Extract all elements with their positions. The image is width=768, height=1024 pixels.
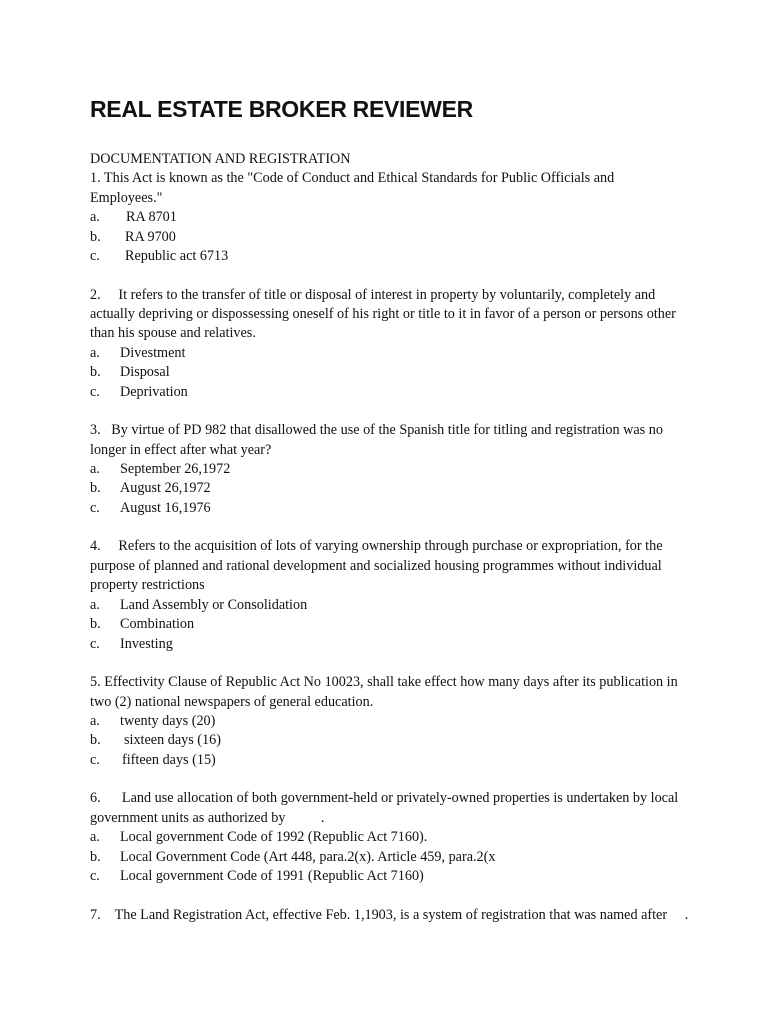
option-letter: a. xyxy=(90,829,100,846)
option-a xyxy=(90,460,690,479)
option-c xyxy=(90,635,690,654)
option-c xyxy=(90,383,690,402)
option-c xyxy=(90,751,690,770)
option-letter: a. xyxy=(90,209,100,226)
option-text: fifteen days (15) xyxy=(122,751,216,768)
option-letter: b. xyxy=(90,480,101,497)
option-c xyxy=(90,867,690,886)
option-letter: b. xyxy=(90,364,101,381)
question-2 xyxy=(90,286,690,402)
option-text: August 16,1976 xyxy=(120,499,211,516)
option-b xyxy=(90,848,690,867)
option-b xyxy=(90,615,690,634)
option-letter: b. xyxy=(90,616,101,633)
option-text: September 26,1972 xyxy=(120,461,231,478)
page-title: REAL ESTATE BROKER REVIEWER xyxy=(90,96,473,122)
question-7 xyxy=(90,906,690,925)
option-letter: c. xyxy=(90,635,100,652)
option-letter: c. xyxy=(90,499,100,516)
option-b xyxy=(90,731,690,750)
question-text: 6. Land use allocation of both government-held or privately-owned properties is undertaken by local government units as authorized by . xyxy=(90,790,682,826)
option-text: Republic act 6713 xyxy=(125,248,229,265)
option-text: RA 9700 xyxy=(125,228,176,245)
question-text: 7. The Land Registration Act, effective Feb. 1,1903, is a system of registration that was named after . xyxy=(90,906,689,923)
question-1 xyxy=(90,169,690,266)
option-a xyxy=(90,712,690,731)
option-a xyxy=(90,596,690,615)
option-b xyxy=(90,363,690,382)
option-text: twenty days (20) xyxy=(120,712,216,729)
option-letter: a. xyxy=(90,712,100,729)
option-text: Deprivation xyxy=(120,383,188,400)
option-b xyxy=(90,228,690,247)
option-c xyxy=(90,247,690,266)
question-text: 4. Refers to the acquisition of lots of varying ownership through purchase or expropriation, for the purpose of planned and rational development and socialized housing programmes without individual property restrictions xyxy=(90,538,667,594)
option-letter: b. xyxy=(90,732,101,749)
option-text: sixteen days (16) xyxy=(124,732,221,749)
option-text: August 26,1972 xyxy=(120,480,211,497)
option-letter: b. xyxy=(90,848,101,865)
option-letter: b. xyxy=(90,228,101,245)
section-heading: DOCUMENTATION AND REGISTRATION xyxy=(90,151,351,167)
option-text: Disposal xyxy=(120,364,170,381)
option-b xyxy=(90,479,690,498)
option-a xyxy=(90,344,690,363)
question-6 xyxy=(90,789,690,886)
question-text: 5. Effectivity Clause of Republic Act No 10023, shall take effect how many days after its publication in two (2) national newspapers of general education. xyxy=(90,674,678,710)
option-a xyxy=(90,828,690,847)
option-letter: c. xyxy=(90,248,100,265)
option-text: Combination xyxy=(120,616,195,633)
option-letter: c. xyxy=(90,867,100,884)
option-text: Divestment xyxy=(120,344,186,361)
question-text: 1. This Act is known as the "Code of Conduct and Ethical Standards for Public Officials and Employees." xyxy=(90,170,615,206)
option-letter: a. xyxy=(90,461,100,478)
option-letter: c. xyxy=(90,751,100,768)
question-text: 2. It refers to the transfer of title or disposal of interest in property by voluntarily, completely and actually depriving or dispossessing oneself of his right or title to it in favor of a person or persons other than his spouse and relatives. xyxy=(90,286,680,342)
question-text: 3. By virtue of PD 982 that disallowed the use of the Spanish title for titling and registration was no longer in effect after what year? xyxy=(90,422,667,458)
option-a xyxy=(90,208,690,227)
question-3 xyxy=(90,421,690,518)
option-text: Local Government Code (Art 448, para.2(x). Article 459, para.2(x xyxy=(120,848,496,865)
option-text: Land Assembly or Consolidation xyxy=(120,596,308,613)
option-letter: a. xyxy=(90,596,100,613)
question-4 xyxy=(90,537,690,653)
document-page xyxy=(90,94,690,925)
option-c xyxy=(90,499,690,518)
option-letter: a. xyxy=(90,344,100,361)
option-text: Local government Code of 1992 (Republic Act 7160). xyxy=(120,829,428,846)
option-text: Local government Code of 1991 (Republic Act 7160) xyxy=(120,867,424,884)
question-5 xyxy=(90,673,690,770)
option-letter: c. xyxy=(90,383,100,400)
option-text: Investing xyxy=(120,635,173,652)
option-text: RA 8701 xyxy=(126,209,177,226)
